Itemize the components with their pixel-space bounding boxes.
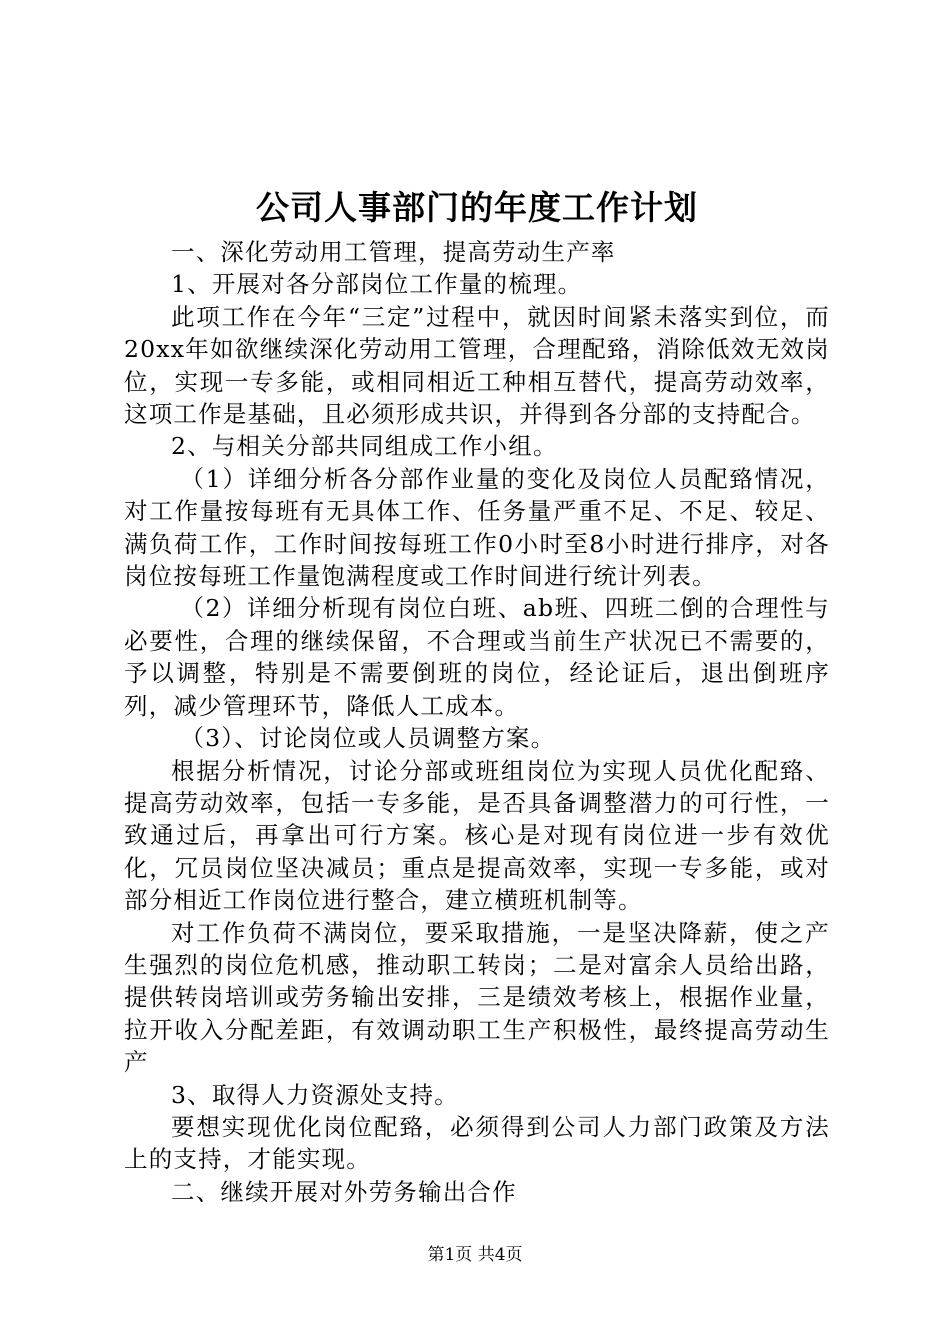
subsection-item: （3）、讨论岗位或人员调整方案。 (180, 724, 556, 753)
subsection-heading-3: 3、取得人力资源处支持。 (171, 1080, 459, 1109)
paragraph: 根据分析情况，讨论分部或班组岗位为实现人员优化配臵、提高劳动效率，包括一专多能，是否具备调整潜力的可行性，一致通过后，再拿出可行方案。核心是对现有岗位进一步有效优化，冗员岗位坚决减员；重点是提高效率，实现一专多能，或对部分相近工作岗位进行整合，建立横班机制等。 (124, 756, 830, 915)
subsection-heading-1: 1、开展对各分部岗位工作量的梳理。 (171, 270, 583, 299)
page-footer: 第1页 共4页 (427, 1245, 523, 1265)
section-heading-2: 二、继续开展对外劳务输出合作 (171, 1177, 517, 1206)
document-title: 公司人事部门的年度工作计划 (256, 188, 698, 227)
paragraph: 此项工作在今年“三定”过程中，就因时间紧未落实到位，而20xx年如欲继续深化劳动用工管理，合理配臵，消除低效无效岗位，实现一专多能，或相同相近工种相互替代，提高劳动效率，这项工作是基础，且必须形成共识，并得到各分部的支持配合。 (124, 302, 830, 429)
paragraph: （2）详细分析现有岗位白班、ab班、四班二倒的合理性与必要性，合理的继续保留，不合理或当前生产状况已不需要的，予以调整，特别是不需要倒班的岗位，经论证后，退出倒班序列，减少管理环节，降低人工成本。 (124, 594, 830, 720)
subsection-heading-2: 2、与相关分部共同组成工作小组。 (171, 432, 558, 461)
paragraph: 要想实现优化岗位配臵，必须得到公司人力部门政策及方法上的支持，才能实现。 (124, 1112, 830, 1174)
paragraph: 对工作负荷不满岗位，要采取措施，一是坚决降薪，使之产生强烈的岗位危机感，推动职工转岗；二是对富余人员给出路，提供转岗培训或劳务输出安排，三是绩效考核上，根据作业量，拉开收入分配差距，有效调动职工生产积极性，最终提高劳动生产 (124, 918, 830, 1077)
paragraph: （1）详细分析各分部作业量的变化及岗位人员配臵情况，对工作量按每班有无具体工作、任务量严重不足、不足、较足、满负荷工作，工作时间按每班工作0小时至8小时进行排序，对各岗位按每班工作量饱满程度或工作时间进行统计列表。 (124, 464, 830, 591)
document-body (124, 236, 830, 1208)
section-heading-1: 一、深化劳动用工管理，提高劳动生产率 (171, 238, 616, 266)
